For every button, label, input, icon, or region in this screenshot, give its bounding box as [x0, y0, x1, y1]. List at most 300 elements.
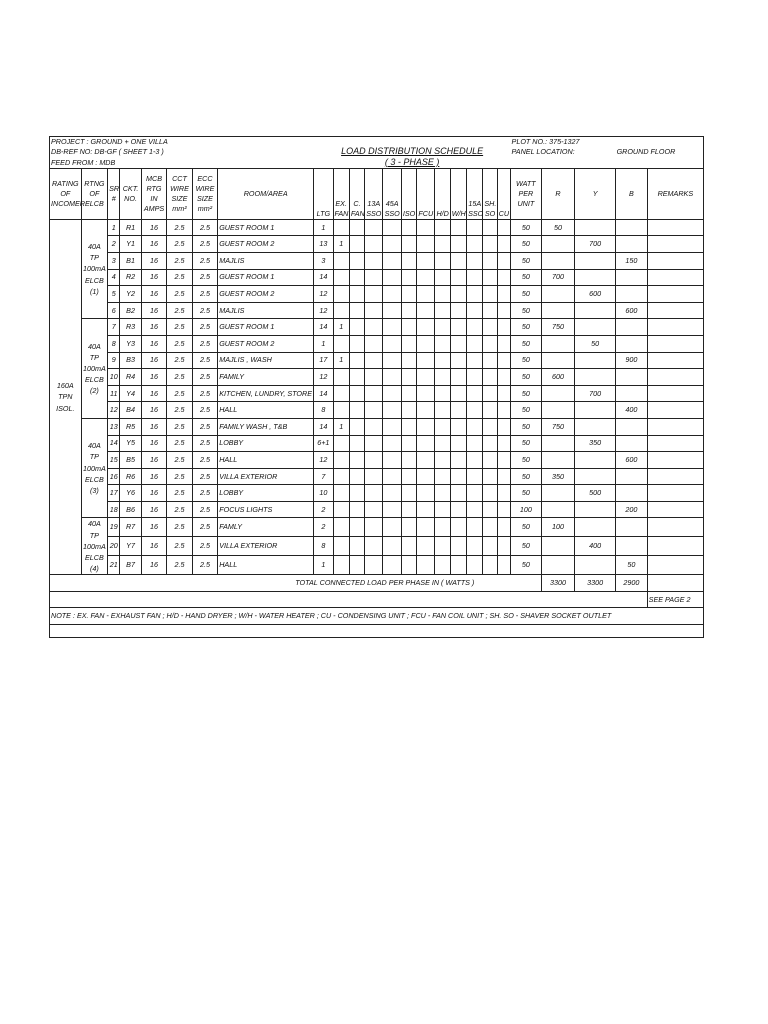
col-mcb: MCB RTG IN AMPS [141, 168, 166, 219]
cell-sso45 [383, 485, 401, 502]
cell-cfan [349, 302, 364, 319]
cell-y [575, 418, 616, 435]
cell-iso [401, 402, 416, 419]
cell-cu [497, 369, 510, 386]
cell-ckt: R3 [120, 319, 141, 336]
cell-b [616, 369, 648, 386]
table-row [50, 269, 704, 286]
cell-remarks [647, 319, 703, 336]
cell-r [541, 501, 575, 518]
cell-sso45 [383, 501, 401, 518]
cell-r [541, 452, 575, 469]
cell-sso15 [467, 452, 483, 469]
cell-mcb: 16 [141, 369, 166, 386]
cell-remarks [647, 269, 703, 286]
cell-sso13 [365, 269, 383, 286]
cell-room: VILLA EXTERIOR [218, 468, 314, 485]
cell-b [616, 286, 648, 303]
cell-hd [435, 319, 450, 336]
cell-sso15 [467, 537, 483, 556]
cell-fcu [417, 518, 435, 537]
cell-ckt: Y1 [120, 236, 141, 253]
cell-cu [497, 269, 510, 286]
cell-watt: 50 [511, 369, 542, 386]
cell-y [575, 468, 616, 485]
table-row [50, 485, 704, 502]
cell-sso45 [383, 286, 401, 303]
cell-cu [497, 352, 510, 369]
cell-hd [435, 501, 450, 518]
cell-shso [483, 219, 497, 236]
cell-hd [435, 219, 450, 236]
cell-b [616, 418, 648, 435]
cell-fcu [417, 501, 435, 518]
cell-sr: 17 [108, 485, 120, 502]
elcb-group-3: 40A TP 100mA ELCB (3) [81, 418, 108, 518]
cell-ckt: Y2 [120, 286, 141, 303]
cell-b [616, 269, 648, 286]
cell-ckt: R6 [120, 468, 141, 485]
cell-cu [497, 501, 510, 518]
cell-sso15 [467, 319, 483, 336]
cell-sr: 15 [108, 452, 120, 469]
cell-hd [435, 302, 450, 319]
cell-wh [450, 252, 466, 269]
cell-ecc: 2.5 [192, 385, 217, 402]
table-row [50, 556, 704, 575]
cell-iso [401, 319, 416, 336]
cell-watt: 50 [511, 252, 542, 269]
cell-ecc: 2.5 [192, 452, 217, 469]
cell-wh [450, 485, 466, 502]
cell-ckt: R1 [120, 219, 141, 236]
cell-cfan [349, 402, 364, 419]
cell-remarks [647, 352, 703, 369]
total-row [50, 575, 704, 592]
table-row [50, 418, 704, 435]
cell-iso [401, 418, 416, 435]
cell-mcb: 16 [141, 518, 166, 537]
total-y: 3300 [575, 575, 616, 592]
cell-wh [450, 468, 466, 485]
cell-ckt: R7 [120, 518, 141, 537]
cell-sso13 [365, 468, 383, 485]
cell-remarks [647, 219, 703, 236]
cell-b [616, 435, 648, 452]
cell-hd [435, 435, 450, 452]
cell-hd [435, 352, 450, 369]
cell-mcb: 16 [141, 352, 166, 369]
cell-sso15 [467, 369, 483, 386]
cell-exfan [333, 252, 349, 269]
cell-r: 50 [541, 219, 575, 236]
cell-remarks [647, 335, 703, 352]
cell-room: LOBBY [218, 435, 314, 452]
cell-room: VILLA EXTERIOR [218, 537, 314, 556]
cell-ecc: 2.5 [192, 269, 217, 286]
cell-remarks [647, 485, 703, 502]
cell-watt: 50 [511, 418, 542, 435]
cell-fcu [417, 352, 435, 369]
cell-b [616, 219, 648, 236]
cell-room: GUEST ROOM 1 [218, 319, 314, 336]
cell-ltg: 14 [314, 418, 333, 435]
cell-fcu [417, 468, 435, 485]
cell-exfan: 1 [333, 319, 349, 336]
cell-cfan [349, 418, 364, 435]
load-distribution-table [49, 136, 704, 638]
cell-b [616, 468, 648, 485]
cell-watt: 50 [511, 402, 542, 419]
cell-sso13 [365, 402, 383, 419]
cell-shso [483, 468, 497, 485]
cell-ecc: 2.5 [192, 485, 217, 502]
cell-r [541, 335, 575, 352]
cell-shso [483, 269, 497, 286]
cell-cu [497, 452, 510, 469]
cell-sso15 [467, 335, 483, 352]
cell-sso15 [467, 286, 483, 303]
cell-sso45 [383, 319, 401, 336]
cell-sso13 [365, 501, 383, 518]
cell-ecc: 2.5 [192, 252, 217, 269]
cell-sso13 [365, 418, 383, 435]
cell-sso13 [365, 485, 383, 502]
cell-r: 600 [541, 369, 575, 386]
cell-room: GUEST ROOM 2 [218, 286, 314, 303]
cell-ltg: 6+1 [314, 435, 333, 452]
table-row [50, 452, 704, 469]
cell-sr: 16 [108, 468, 120, 485]
cell-cu [497, 252, 510, 269]
table-row [50, 518, 704, 537]
cell-cfan [349, 352, 364, 369]
cell-sso13 [365, 252, 383, 269]
cell-cfan [349, 319, 364, 336]
cell-cu [497, 556, 510, 575]
cell-remarks [647, 385, 703, 402]
phase-label: ( 3 - PHASE ) [384, 156, 440, 167]
cell-exfan [333, 369, 349, 386]
cell-hd [435, 252, 450, 269]
cell-exfan [333, 219, 349, 236]
cell-shso [483, 501, 497, 518]
cell-exfan [333, 452, 349, 469]
cell-sr: 19 [108, 518, 120, 537]
cell-y [575, 556, 616, 575]
cell-wh [450, 435, 466, 452]
cell-room: MAJLIS , WASH [218, 352, 314, 369]
cell-b [616, 385, 648, 402]
cell-sr: 21 [108, 556, 120, 575]
cell-sso15 [467, 219, 483, 236]
feed-label: FEED FROM : MDB [50, 157, 314, 168]
cell-watt: 50 [511, 452, 542, 469]
cell-cu [497, 302, 510, 319]
cell-mcb: 16 [141, 252, 166, 269]
cell-cu [497, 418, 510, 435]
cell-y [575, 369, 616, 386]
cell-r [541, 485, 575, 502]
cell-wh [450, 369, 466, 386]
cell-r: 350 [541, 468, 575, 485]
cell-exfan [333, 335, 349, 352]
col-r: R [541, 168, 575, 219]
cell-wh [450, 537, 466, 556]
cell-mcb: 16 [141, 435, 166, 452]
cell-fcu [417, 335, 435, 352]
cell-cu [497, 468, 510, 485]
table-row [50, 335, 704, 352]
cell-mcb: 16 [141, 501, 166, 518]
cell-cct: 2.5 [167, 369, 192, 386]
cell-room: KITCHEN, LUNDRY, STORE [218, 385, 314, 402]
cell-exfan [333, 556, 349, 575]
cell-iso [401, 435, 416, 452]
cell-sso15 [467, 418, 483, 435]
cell-sr: 2 [108, 236, 120, 253]
cell-cct: 2.5 [167, 435, 192, 452]
cell-remarks [647, 501, 703, 518]
col-ecc: ECC WIRE SIZE mm² [192, 168, 217, 219]
cell-shso [483, 518, 497, 537]
cell-iso [401, 468, 416, 485]
table-row [50, 302, 704, 319]
cell-b [616, 518, 648, 537]
cell-sso13 [365, 219, 383, 236]
cell-room: GUEST ROOM 1 [218, 219, 314, 236]
cell-sr: 18 [108, 501, 120, 518]
cell-remarks [647, 537, 703, 556]
col-hd: H/D [435, 168, 450, 219]
cell-cu [497, 435, 510, 452]
cell-room: HALL [218, 556, 314, 575]
elcb-group-4: 40A TP 100mA ELCB (4) [82, 519, 106, 574]
cell-sso13 [365, 369, 383, 386]
col-exfan: EX. FAN [333, 168, 349, 219]
cell-sr: 10 [108, 369, 120, 386]
cell-sso15 [467, 269, 483, 286]
cell-remarks [647, 402, 703, 419]
cell-sso45 [383, 269, 401, 286]
cell-room: FOCUS LIGHTS [218, 501, 314, 518]
cell-cu [497, 219, 510, 236]
cell-mcb: 16 [141, 302, 166, 319]
cell-remarks [647, 252, 703, 269]
col-room: ROOM/AREA [218, 168, 314, 219]
cell-sr: 8 [108, 335, 120, 352]
cell-cct: 2.5 [167, 501, 192, 518]
cell-mcb: 16 [141, 269, 166, 286]
cell-cu [497, 537, 510, 556]
cell-remarks [647, 286, 703, 303]
cell-watt: 50 [511, 435, 542, 452]
cell-cu [497, 518, 510, 537]
cell-cct: 2.5 [167, 452, 192, 469]
cell-ecc: 2.5 [192, 352, 217, 369]
cell-ecc: 2.5 [192, 335, 217, 352]
cell-exfan [333, 435, 349, 452]
cell-wh [450, 236, 466, 253]
cell-shso [483, 286, 497, 303]
cell-ltg: 12 [314, 302, 333, 319]
cell-cu [497, 319, 510, 336]
cell-hd [435, 286, 450, 303]
cell-r [541, 402, 575, 419]
cell-cfan [349, 236, 364, 253]
cell-ckt: Y6 [120, 485, 141, 502]
cell-hd [435, 385, 450, 402]
cell-exfan [333, 269, 349, 286]
cell-fcu [417, 219, 435, 236]
cell-fcu [417, 435, 435, 452]
cell-mcb: 16 [141, 556, 166, 575]
cell-y [575, 269, 616, 286]
cell-fcu [417, 286, 435, 303]
cell-shso [483, 302, 497, 319]
cell-remarks [647, 435, 703, 452]
cell-ltg: 8 [314, 537, 333, 556]
cell-iso [401, 452, 416, 469]
cell-cfan [349, 468, 364, 485]
cell-b: 600 [616, 452, 648, 469]
cell-sso13 [365, 352, 383, 369]
cell-cfan [349, 252, 364, 269]
cell-sr: 20 [108, 537, 120, 556]
cell-exfan [333, 501, 349, 518]
column-header-row [50, 168, 704, 219]
cell-exfan [333, 402, 349, 419]
cell-room: FAMILY WASH , T&B [218, 418, 314, 435]
project-label: PROJECT : GROUND + ONE VILLA [50, 137, 314, 148]
table-row [50, 468, 704, 485]
cell-ckt: B1 [120, 252, 141, 269]
cell-b: 50 [616, 556, 648, 575]
cell-ltg: 2 [314, 518, 333, 537]
cell-iso [401, 335, 416, 352]
cell-ltg: 10 [314, 485, 333, 502]
cell-y [575, 352, 616, 369]
cell-b: 600 [616, 302, 648, 319]
cell-cfan [349, 219, 364, 236]
cell-fcu [417, 319, 435, 336]
cell-watt: 50 [511, 335, 542, 352]
cell-mcb: 16 [141, 418, 166, 435]
cell-ckt: Y5 [120, 435, 141, 452]
cell-cct: 2.5 [167, 219, 192, 236]
cell-sso45 [383, 335, 401, 352]
cell-iso [401, 556, 416, 575]
cell-mcb: 16 [141, 537, 166, 556]
col-b: B [616, 168, 648, 219]
cell-wh [450, 319, 466, 336]
cell-ltg: 3 [314, 252, 333, 269]
cell-sso15 [467, 352, 483, 369]
cell-fcu [417, 385, 435, 402]
cell-fcu [417, 369, 435, 386]
cell-shso [483, 385, 497, 402]
cell-fcu [417, 252, 435, 269]
cell-sso15 [467, 468, 483, 485]
cell-b [616, 537, 648, 556]
schedule-title-text: LOAD DISTRIBUTION SCHEDULE [341, 146, 484, 156]
cell-mcb: 16 [141, 236, 166, 253]
cell-wh [450, 385, 466, 402]
cell-watt: 50 [511, 468, 542, 485]
cell-room: HALL [218, 402, 314, 419]
cell-watt: 50 [511, 485, 542, 502]
cell-iso [401, 269, 416, 286]
cell-ltg: 13 [314, 236, 333, 253]
cell-remarks [647, 369, 703, 386]
cell-sso13 [365, 435, 383, 452]
cell-cu [497, 335, 510, 352]
cell-ecc: 2.5 [192, 319, 217, 336]
cell-mcb: 16 [141, 219, 166, 236]
cell-watt: 50 [511, 352, 542, 369]
cell-sso45 [383, 219, 401, 236]
cell-shso [483, 537, 497, 556]
db-ref-label: DB-REF NO: DB-GF ( SHEET 1-3 ) [50, 147, 314, 157]
cell-b: 900 [616, 352, 648, 369]
cell-ecc: 2.5 [192, 468, 217, 485]
cell-hd [435, 402, 450, 419]
cell-sso15 [467, 485, 483, 502]
incomer-rating: 160A TPN ISOL. [50, 219, 82, 574]
cell-sso13 [365, 556, 383, 575]
cell-y [575, 302, 616, 319]
cell-cfan [349, 518, 364, 537]
cell-wh [450, 286, 466, 303]
cell-exfan: 1 [333, 352, 349, 369]
cell-fcu [417, 302, 435, 319]
cell-cfan [349, 501, 364, 518]
cell-sso45 [383, 518, 401, 537]
cell-cu [497, 402, 510, 419]
cell-sso45 [383, 452, 401, 469]
cell-wh [450, 402, 466, 419]
table-row [50, 537, 704, 556]
cell-cct: 2.5 [167, 352, 192, 369]
cell-wh [450, 518, 466, 537]
cell-room: FAMILY [218, 369, 314, 386]
cell-sso45 [383, 537, 401, 556]
cell-y [575, 252, 616, 269]
cell-sr: 12 [108, 402, 120, 419]
cell-sso13 [365, 335, 383, 352]
cell-iso [401, 236, 416, 253]
cell-cct: 2.5 [167, 302, 192, 319]
cell-b [616, 236, 648, 253]
cell-hd [435, 556, 450, 575]
cell-exfan [333, 385, 349, 402]
cell-y: 500 [575, 485, 616, 502]
cell-sso13 [365, 452, 383, 469]
cell-ckt: Y7 [120, 537, 141, 556]
cell-iso [401, 369, 416, 386]
cell-y [575, 518, 616, 537]
cell-exfan [333, 286, 349, 303]
cell-sso45 [383, 302, 401, 319]
col-ltg: LTG [314, 168, 333, 219]
cell-remarks [647, 302, 703, 319]
cell-ltg: 14 [314, 269, 333, 286]
cell-ckt: B2 [120, 302, 141, 319]
table-row [50, 402, 704, 419]
cell-b: 400 [616, 402, 648, 419]
cell-iso [401, 537, 416, 556]
cell-ecc: 2.5 [192, 556, 217, 575]
